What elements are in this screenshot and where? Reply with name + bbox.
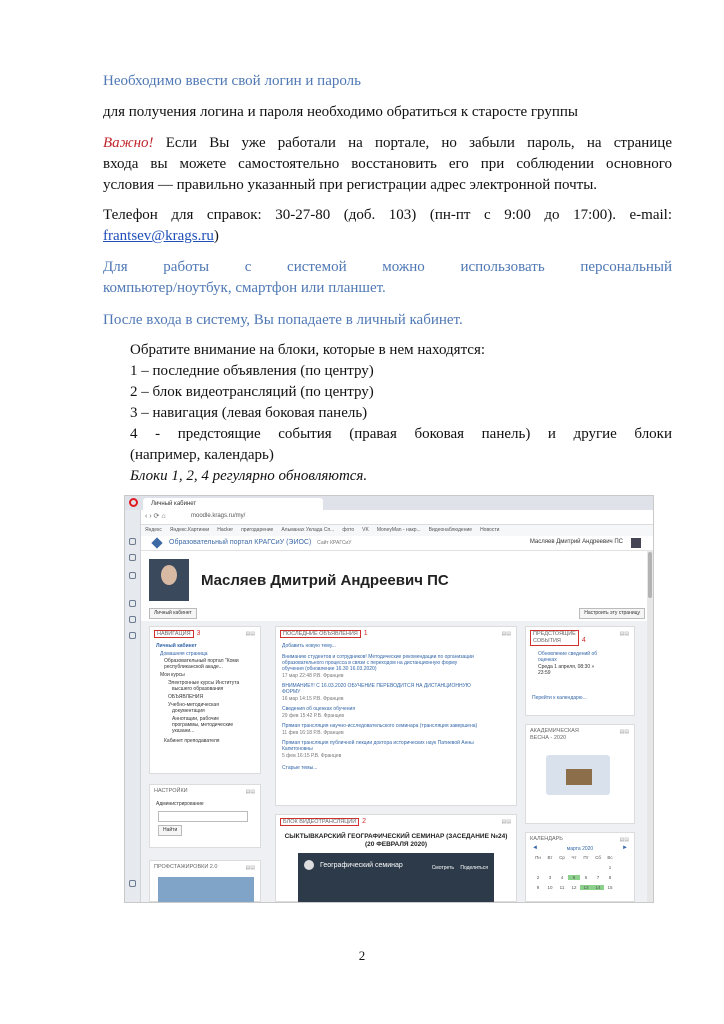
paragraph-phone (103, 205, 672, 247)
calendar-week[interactable]: 1 (608, 865, 612, 870)
event-link[interactable]: оценках (538, 657, 557, 663)
announcement-meta: 5 фев 16:15 Р.В. Францев (282, 753, 342, 759)
announcement-meta: 16 мар 14:15 Р.В. Францев (282, 696, 344, 702)
add-topic-link[interactable]: Добавить новую тему... (282, 643, 336, 649)
bookmark-item[interactable]: Видеонаблюдение (428, 527, 473, 533)
academic-block (525, 724, 635, 824)
nav-item[interactable]: ОБЪЯВЛЕНИЯ (168, 694, 204, 700)
events-title: ПРЕДСТОЯЩИЕ СОБЫТИЯ (530, 630, 579, 646)
update-note: Блоки 1, 2, 4 регулярно обновляются. (130, 468, 368, 484)
announcement-meta: 11 фев 16:18 Р.В. Францев (282, 730, 344, 736)
nav-item[interactable]: документация (172, 708, 205, 714)
prof-block (149, 860, 261, 902)
customize-page-button[interactable]: Настроить эту страницу (579, 608, 645, 619)
find-button[interactable]: Найти (158, 825, 182, 836)
bookmark-item[interactable]: Hacker (217, 527, 234, 533)
opera-logo-icon (129, 498, 138, 507)
paragraph-get-login: для получения логина и пароля необходимо обратиться к старосте группы (103, 104, 578, 120)
announcements-block (275, 626, 517, 806)
portal-title[interactable]: Образовательный портал КРАГСиУ (ЭИОС) Сайт КРАГСиУ (169, 539, 352, 546)
browser-tab[interactable]: Личный кабинет (143, 498, 323, 510)
nav-item[interactable]: Учебно-методическая (168, 702, 219, 708)
prof-image (158, 877, 254, 903)
bookmark-item[interactable]: Новости (480, 527, 500, 533)
block-controls-icon[interactable]: ▤▤ (619, 729, 629, 735)
nav-arrows-icon[interactable]: ‹ › ⟳ ⌂ (145, 513, 166, 520)
browser-sidebar (125, 510, 141, 902)
page-number: 2 (358, 948, 366, 963)
announcements-title: ПОСЛЕДНИЕ ОБЪЯВЛЕНИЯ (280, 630, 361, 638)
portal-screenshot (124, 495, 654, 903)
events-block (525, 626, 635, 716)
seminar-title: СЫКТЫВКАРСКИЙ ГЕОГРАФИЧЕСКИЙ СЕМИНАР (ЗАСЕДАНИЕ №24) (284, 833, 508, 840)
watch-later-button[interactable]: Смотреть (431, 865, 454, 871)
announcement-link[interactable]: Прямая трансляция научно-исследовательского семинара (трансляция завершена) (282, 723, 478, 729)
profile-header (141, 551, 653, 621)
nav-item[interactable]: Образовательный портал "Коми (164, 658, 239, 664)
calendar-block (525, 832, 635, 902)
heart-icon[interactable] (129, 616, 136, 623)
event-link[interactable]: Обновление сведений об (538, 651, 598, 657)
nav-item[interactable]: программы, методические (172, 722, 234, 728)
old-topics-link[interactable]: Старые темы... (282, 765, 318, 771)
avatar[interactable] (631, 538, 641, 548)
bookmark-item[interactable]: MoneyMan - накр... (376, 527, 421, 533)
block-controls-icon[interactable]: ▤▤ (245, 789, 255, 795)
announcement-link[interactable]: образовательного процесса в связи с переходом на дистанционную форму (282, 660, 458, 666)
nav-item[interactable]: Кабинет преподавателя (164, 738, 220, 744)
nav-item[interactable]: Аннотации, рабочие (172, 716, 220, 722)
paragraph-after-login: После входа в систему, Вы попадаете в личный кабинет. (103, 312, 463, 328)
nav-item[interactable]: Личный кабинет (156, 643, 197, 649)
calendar-week[interactable]: 9 10 11 12 13 14 15 (536, 885, 613, 890)
important-label: Важно! (103, 135, 154, 151)
address-bar (125, 510, 653, 525)
email-link[interactable]: frantsev@krags.ru (103, 228, 214, 244)
announcement-link[interactable]: Сведения об оценках обучения (282, 706, 356, 712)
list-intro: Обратите внимание на блоки, которые в нем находятся: (130, 342, 486, 358)
search-icon[interactable] (129, 572, 136, 579)
phone-close-paren: ) (213, 228, 219, 244)
heading-login: Необходимо ввести свой логин и пароль (103, 73, 361, 89)
block-number: 2 (362, 818, 367, 825)
settings-item[interactable]: Администрирование (156, 801, 204, 807)
block-number: 3 (196, 630, 201, 637)
devices-line-2: компьютер/ноутбук, смартфон или планшет. (103, 280, 386, 296)
nav-item[interactable]: высшего образования (172, 686, 224, 692)
block-controls-icon[interactable]: ▤▤ (245, 865, 255, 871)
portal-logo-icon (151, 537, 162, 548)
block-controls-icon[interactable]: ▤▤ (619, 631, 629, 637)
blocks-list (130, 340, 672, 487)
list-item: 4 - предстоящие события (правая боковая панель) и другие блоки (130, 426, 672, 442)
calendar-title: КАЛЕНДАРЬ (530, 836, 563, 842)
block-number: 4 (581, 637, 586, 644)
list-item: 2 – блок видеотрансляций (по центру) (130, 384, 374, 400)
calendar-next-icon[interactable]: ► (622, 845, 628, 851)
video-label: Географический семинар (320, 862, 403, 869)
block-controls-icon[interactable]: ▤▤ (501, 819, 511, 825)
announcement-meta: 17 мар 22:48 Р.В. Францев (282, 673, 344, 679)
nav-item[interactable]: Электронные курсы Института (168, 680, 240, 686)
page-scrollbar[interactable] (647, 550, 653, 902)
block-number: 1 (363, 630, 368, 637)
settings-block (149, 784, 261, 848)
calendar-weekdays: Пн Вт Ср Чт Пт Сб Вс (535, 855, 613, 860)
block-controls-icon[interactable]: ▤▤ (501, 631, 511, 637)
prof-title: ПРОФСТАЖИРОВКИ 2.0 (154, 864, 218, 870)
settings-title: НАСТРОЙКИ (154, 788, 188, 794)
navigation-block (149, 626, 261, 774)
more-icon[interactable] (129, 880, 136, 887)
profile-name: Масляев Дмитрий Андреевич ПС (201, 572, 449, 589)
announcement-link[interactable]: обучения (обновление 16.30 16.03.2020) (282, 666, 377, 672)
announcement-link[interactable]: Вниманию студентов и сотрудников! Методические рекомендации по организации (282, 654, 474, 660)
announcement-link[interactable]: ВНИМАНИЕ!!! С 16.03.2020 ОБУЧЕНИЕ ПЕРЕВОДИТСЯ НА ДИСТАНЦИОННУЮ (282, 683, 471, 689)
video-player[interactable] (298, 853, 494, 903)
announcement-meta: 29 фев 15:42 Р.В. Францев (282, 713, 345, 719)
seminar-date: (20 ФЕВРАЛЯ 2020) (365, 841, 427, 848)
paragraph-important (103, 133, 672, 196)
bookmark-item[interactable]: фото (342, 527, 355, 533)
calendar-week[interactable]: 2 3 4 5 6 7 8 (536, 875, 612, 880)
academic-title: АКАДЕМИЧЕСКАЯ (530, 728, 579, 734)
list-item: 3 – навигация (левая боковая панель) (130, 405, 368, 421)
important-text-1: Если Вы уже работали на портале, но забыли пароль, на странице (153, 135, 672, 151)
navigation-title: НАВИГАЦИЯ (154, 630, 194, 638)
announcement-link[interactable]: Прямая трансляция публичной лекции доктора исторических наук Патиевой Анны (282, 740, 474, 746)
block-controls-icon[interactable]: ▤▤ (619, 837, 629, 843)
share-button[interactable]: Поделиться (460, 865, 488, 871)
nav-item[interactable]: Домашняя страница (160, 651, 208, 657)
list-item: 1 – последние объявления (по центру) (130, 363, 374, 379)
announcement-link[interactable]: Капитоновны (282, 746, 313, 752)
event-date: 23:59 (538, 670, 551, 676)
portal-header (141, 536, 653, 551)
header-user-name[interactable]: Масляев Дмитрий Андреевич ПС (529, 539, 623, 545)
academic-subtitle: ВЕСНА - 2020 (530, 735, 567, 741)
bookmark-item[interactable]: Альманах Уклада Сп... (281, 527, 335, 533)
nav-item[interactable]: указани... (172, 728, 195, 734)
nav-item[interactable]: республиканской акаде... (164, 664, 223, 670)
paragraph-devices (103, 257, 672, 299)
block-controls-icon[interactable]: ▤▤ (245, 631, 255, 637)
go-to-calendar-link[interactable]: Перейти к календарю... (532, 695, 587, 701)
speed-dial-icon[interactable] (129, 538, 136, 545)
bookmark-item[interactable]: Яндекс.Картинки (169, 527, 210, 533)
cabinet-button[interactable]: Личный кабинет (149, 608, 197, 619)
video-block (275, 814, 517, 902)
calendar-month[interactable]: марта 2020 (566, 846, 594, 852)
profile-photo (149, 559, 189, 601)
phone-text: Телефон для справок: 30-27-80 (доб. 103) (пн-пт с 9:00 до 17:00). e-mail: (103, 207, 672, 223)
browser-tabbar (125, 496, 653, 510)
list-item: (например, календарь) (130, 447, 274, 463)
channel-logo-icon (304, 860, 314, 870)
url-field[interactable]: moodle.krags.ru/my/ (191, 513, 246, 519)
nav-item[interactable]: Мои курсы (160, 672, 185, 678)
star-icon[interactable] (129, 554, 136, 561)
grid-icon[interactable] (129, 600, 136, 607)
history-icon[interactable] (129, 632, 136, 639)
devices-line-1: Для работы с системой можно использовать персональный (103, 259, 672, 275)
bookmark-item[interactable]: пригодарение (241, 527, 274, 533)
portal-site-link[interactable]: Сайт КРАГСиУ (317, 540, 352, 546)
bookmark-item[interactable]: Яндекс (145, 527, 162, 533)
important-text-2: входа вы можете самостоятельно восстановить его при соблюдении основного (103, 156, 672, 172)
announcement-link[interactable]: ФОРМУ (282, 689, 301, 695)
video-title: БЛОК ВИДЕОТРАНСЛЯЦИЙ (280, 818, 359, 826)
important-text-3: условия — правильно указанный при регистрации адрес электронной почты. (103, 177, 598, 193)
calendar-prev-icon[interactable]: ◄ (532, 845, 538, 851)
bookmark-item[interactable]: VK (362, 527, 369, 533)
event-date: Среда 1 апреля, 08:30 » (538, 664, 595, 670)
academic-image[interactable] (546, 755, 610, 795)
settings-search-input[interactable] (158, 811, 248, 822)
